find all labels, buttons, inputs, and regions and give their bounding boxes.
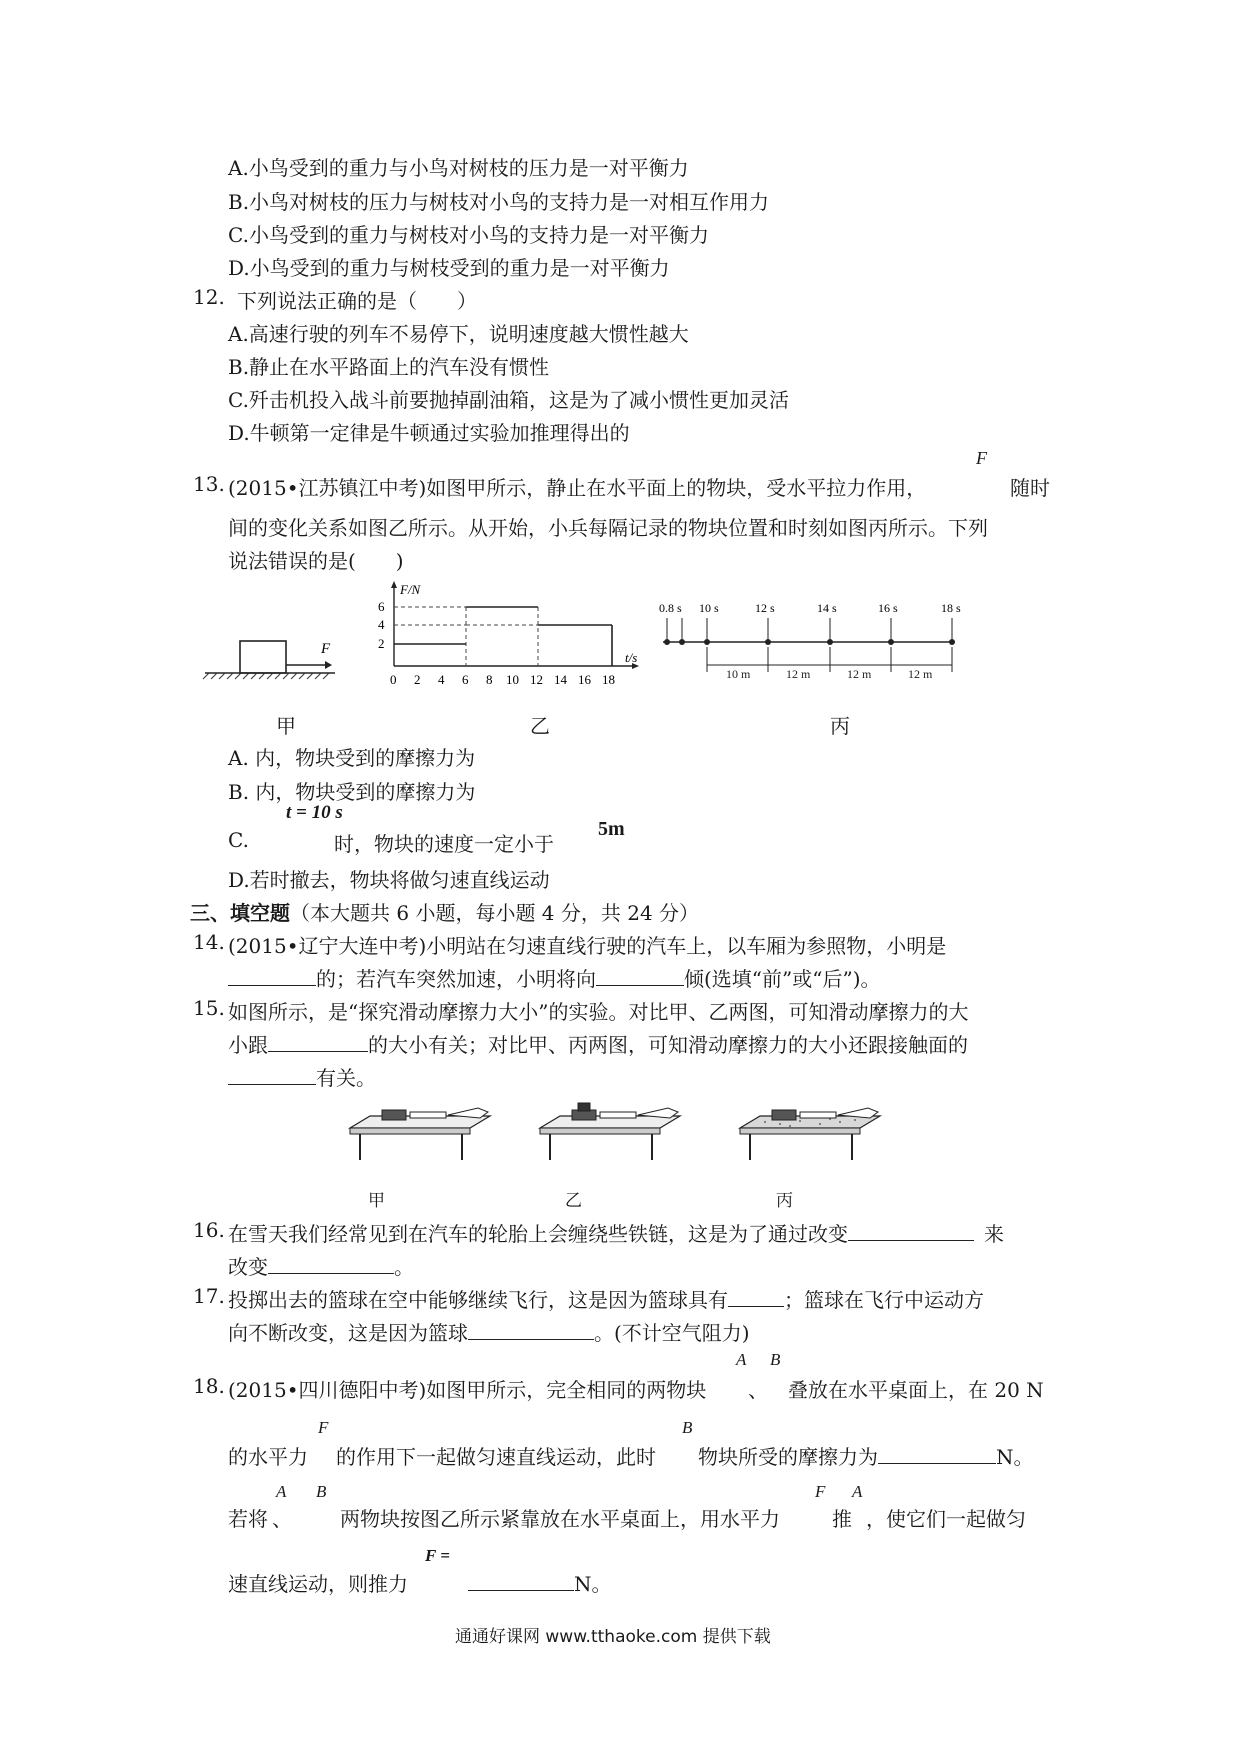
figure-block-surface [195,620,355,690]
q18-line4-a: 速直线运动，则推力 [228,1572,408,1596]
q18-line3-b: 两物块按图乙所示紧靠放在水平桌面上，用水平力 [340,1507,780,1531]
y-tick-4: 4 [378,617,385,632]
q15-figure-label-jia: 甲 [368,1191,385,1211]
q11-option-b: B.小鸟对树枝的压力与树枝对小鸟的支持力是一对相互作用力 [228,190,770,214]
q12-option-d: D.牛顿第一定律是牛顿通过实验加推理得出的 [228,421,630,445]
y-axis-label: F/N [400,582,421,597]
q14-line2-text-a: 的；若汽车突然加速，小明将向 [316,967,596,991]
q18-line3-d: ，使它们一起做匀 [866,1507,1026,1531]
q17-line1 [228,1284,984,1313]
q13-option-b: B. 内，物块受到的摩擦力为 [228,780,476,804]
time-label-2: 10 s [699,601,719,615]
q18-number: 18. [193,1374,225,1398]
q13-figure-label-jia: 甲 [276,714,296,738]
q13-figure-label-bing: 丙 [830,714,850,738]
time-label-3: 12 s [755,601,775,615]
q18-line1-a: (2015•四川德阳中考)如图甲所示，完全相同的两物块 [228,1378,707,1402]
q17-line1-text-a: 投掷出去的篮球在空中能够继续飞行，这是因为篮球具有 [228,1288,728,1312]
q18-symbol-b-2: B [682,1418,693,1437]
q16-line1-text: 在雪天我们经常见到在汽车的轮胎上会缠绕些铁链，这是为了通过改变 [228,1222,848,1246]
q18-line4-text-b: N。 [574,1572,612,1596]
q18-blank-1[interactable] [878,1443,996,1464]
force-label: F [321,641,331,657]
q13-option-c-tail: 5m [598,818,625,840]
q17-line2-text-b: 。(不计空气阻力) [594,1321,750,1345]
time-leaders [667,618,952,642]
q17-line2 [228,1317,750,1346]
y-tick-6: 6 [378,599,385,614]
q18-line2-text-c: 物块所受的摩擦力为 [698,1445,878,1469]
q18-symbol-f-2: F [815,1482,826,1501]
q13-line1-end: 随时 [1010,476,1050,500]
q14-number: 14. [193,930,225,954]
q12-option-a: A.高速行驶的列车不易停下，说明速度越大惯性越大 [228,322,689,346]
q15-blank-2[interactable] [228,1064,316,1085]
q18-line3-c: 推 [832,1507,852,1531]
q16-line2-text-b: 。 [394,1255,414,1279]
ground-hatching [203,673,329,679]
q11-option-a: A.小鸟受到的重力与小鸟对树枝的压力是一对平衡力 [228,156,689,180]
q18-symbol-b-3: B [316,1482,327,1501]
arrowhead [325,661,332,669]
q14-line2 [228,963,881,992]
q16-number: 16. [193,1218,225,1242]
q15-figure-label-yi: 乙 [565,1191,582,1211]
q11-option-d: D.小鸟受到的重力与树枝受到的重力是一对平衡力 [228,256,670,280]
figure-force-time-graph [372,578,654,698]
x-tick-8: 8 [486,672,493,687]
q13-option-c-formula: t = 10 s [286,802,343,823]
q13-option-d: D.若时撤去，物块将做匀速直线运动 [228,868,550,892]
friction-experiment-jia [340,1100,500,1162]
q14-line1: (2015•辽宁大连中考)小明站在匀速直线行驶的汽车上，以车厢为参照物，小明是 [228,934,947,958]
y-tick-2: 2 [378,636,385,651]
q18-symbol-a-3: A [852,1482,863,1501]
q16-blank-2[interactable] [268,1253,394,1274]
q18-symbol-a-2: A [276,1482,287,1501]
q14-blank-1[interactable] [228,965,316,986]
q18-line2-c [698,1441,1034,1470]
q15-blank-1[interactable] [268,1031,368,1052]
section-title: 三、填空题 [190,901,290,925]
distance-label-3: 12 m [847,667,872,681]
q18-line2-text-d: N。 [996,1445,1034,1469]
q15-line3-text: 有关。 [316,1066,376,1090]
q12-option-b: B.静止在水平路面上的汽车没有惯性 [228,355,550,379]
q15-line2 [228,1029,968,1058]
q12-stem: 下列说法正确的是（ ） [237,289,477,313]
q18-symbol-b-1: B [770,1350,781,1369]
q16-line1 [228,1218,1004,1247]
q18-line2-b: 的作用下一起做匀速直线运动，此时 [336,1445,656,1469]
q18-line2-a: 的水平力 [228,1445,308,1469]
q18-separator-2: 、 [272,1507,292,1531]
friction-experiment-yi [530,1100,690,1162]
q15-line3 [228,1062,376,1091]
x-ticks [390,672,615,687]
time-labels [659,601,961,615]
section-note: （本大题共 6 小题，每小题 4 分，共 24 分） [290,901,700,925]
x-axis-label: t/s [625,650,638,665]
time-label-1: 0.8 s [659,601,682,615]
q15-figure-label-bing: 丙 [776,1191,793,1211]
q18-symbol-a-1: A [736,1350,747,1369]
q18-line3-a: 若将 [228,1507,268,1531]
footer: 通通好课网 www.tthaoke.com 提供下载 [455,1627,771,1647]
x-tick-0: 0 [390,672,397,687]
q16-line2 [228,1251,414,1280]
q18-blank-2[interactable] [468,1570,574,1591]
q16-line2-text-a: 改变 [228,1255,268,1279]
x-tick-18: 18 [602,672,615,687]
q11-option-c: C.小鸟受到的重力与树枝对小鸟的支持力是一对平衡力 [228,223,709,247]
q17-line1-text-b: ；篮球在飞行中运动方 [784,1288,984,1312]
q17-number: 17. [193,1284,225,1308]
q13-option-c-label: C. [228,828,249,852]
q13-line1: (2015•江苏镇江中考)如图甲所示，静止在水平面上的物块，受水平拉力作用， [228,476,927,500]
q14-line2-text-b: 倾(选填“前”或“后”)。 [684,967,881,991]
time-label-4: 14 s [817,601,837,615]
distance-label-2: 12 m [786,667,811,681]
q12-number: 12. [193,285,225,309]
distance-label-1: 10 m [726,667,751,681]
q13-number: 13. [193,472,225,496]
q18-separator-1: 、 [748,1378,768,1402]
q15-line1: 如图所示，是“探究滑动摩擦力大小”的实验。对比甲、乙两图，可知滑动摩擦力的大 [228,1000,969,1024]
q15-line2-text-a: 小跟 [228,1033,268,1057]
q13-line3: 说法错误的是( ) [228,549,404,573]
time-label-5: 16 s [878,601,898,615]
q15-number: 15. [193,996,225,1020]
q17-line2-text-a: 向不断改变，这是因为篮球 [228,1321,468,1345]
q18-line1-b: 叠放在水平桌面上，在 20 N [788,1378,1044,1402]
figure-position-timeline [655,592,975,692]
distance-label-4: 12 m [908,667,933,681]
q13-line2: 间的变化关系如图乙所示。从开始，小兵每隔记录的物块位置和时刻如图丙所示。下列 [228,516,988,540]
block [240,641,286,673]
q13-option-c-text: 时，物块的速度一定小于 [334,832,554,856]
x-tick-16: 16 [578,672,591,687]
q18-symbol-f-1: F [318,1418,329,1437]
x-tick-4: 4 [438,672,445,687]
force-steps [394,607,612,666]
q17-blank-2[interactable] [468,1319,594,1340]
guide-dashes [394,607,612,666]
time-label-6: 18 s [941,601,961,615]
q16-line1-end: 来 [984,1222,1004,1246]
friction-experiment-bing [730,1100,890,1162]
q13-option-a: A. 内，物块受到的摩擦力为 [228,746,476,770]
x-tick-14: 14 [554,672,567,687]
q15-line2-text-b: 的大小有关；对比甲、丙两图，可知滑动摩擦力的大小还跟接触面的 [368,1033,968,1057]
q18-formula: F = [425,1546,450,1565]
q17-blank-1[interactable] [728,1286,784,1307]
q14-blank-2[interactable] [596,965,684,986]
y-axis-arrow [391,581,397,588]
x-tick-6: 6 [462,672,469,687]
x-tick-2: 2 [414,672,421,687]
x-tick-12: 12 [530,672,543,687]
x-tick-10: 10 [506,672,519,687]
q12-option-c: C.歼击机投入战斗前要抛掉副油箱，这是为了减小惯性更加灵活 [228,388,789,412]
q16-blank-1[interactable] [848,1220,974,1241]
q13-figure-label-yi: 乙 [530,714,550,738]
q13-f-symbol: F [976,448,987,468]
section-heading [190,897,699,926]
q18-line4-b [468,1568,612,1597]
